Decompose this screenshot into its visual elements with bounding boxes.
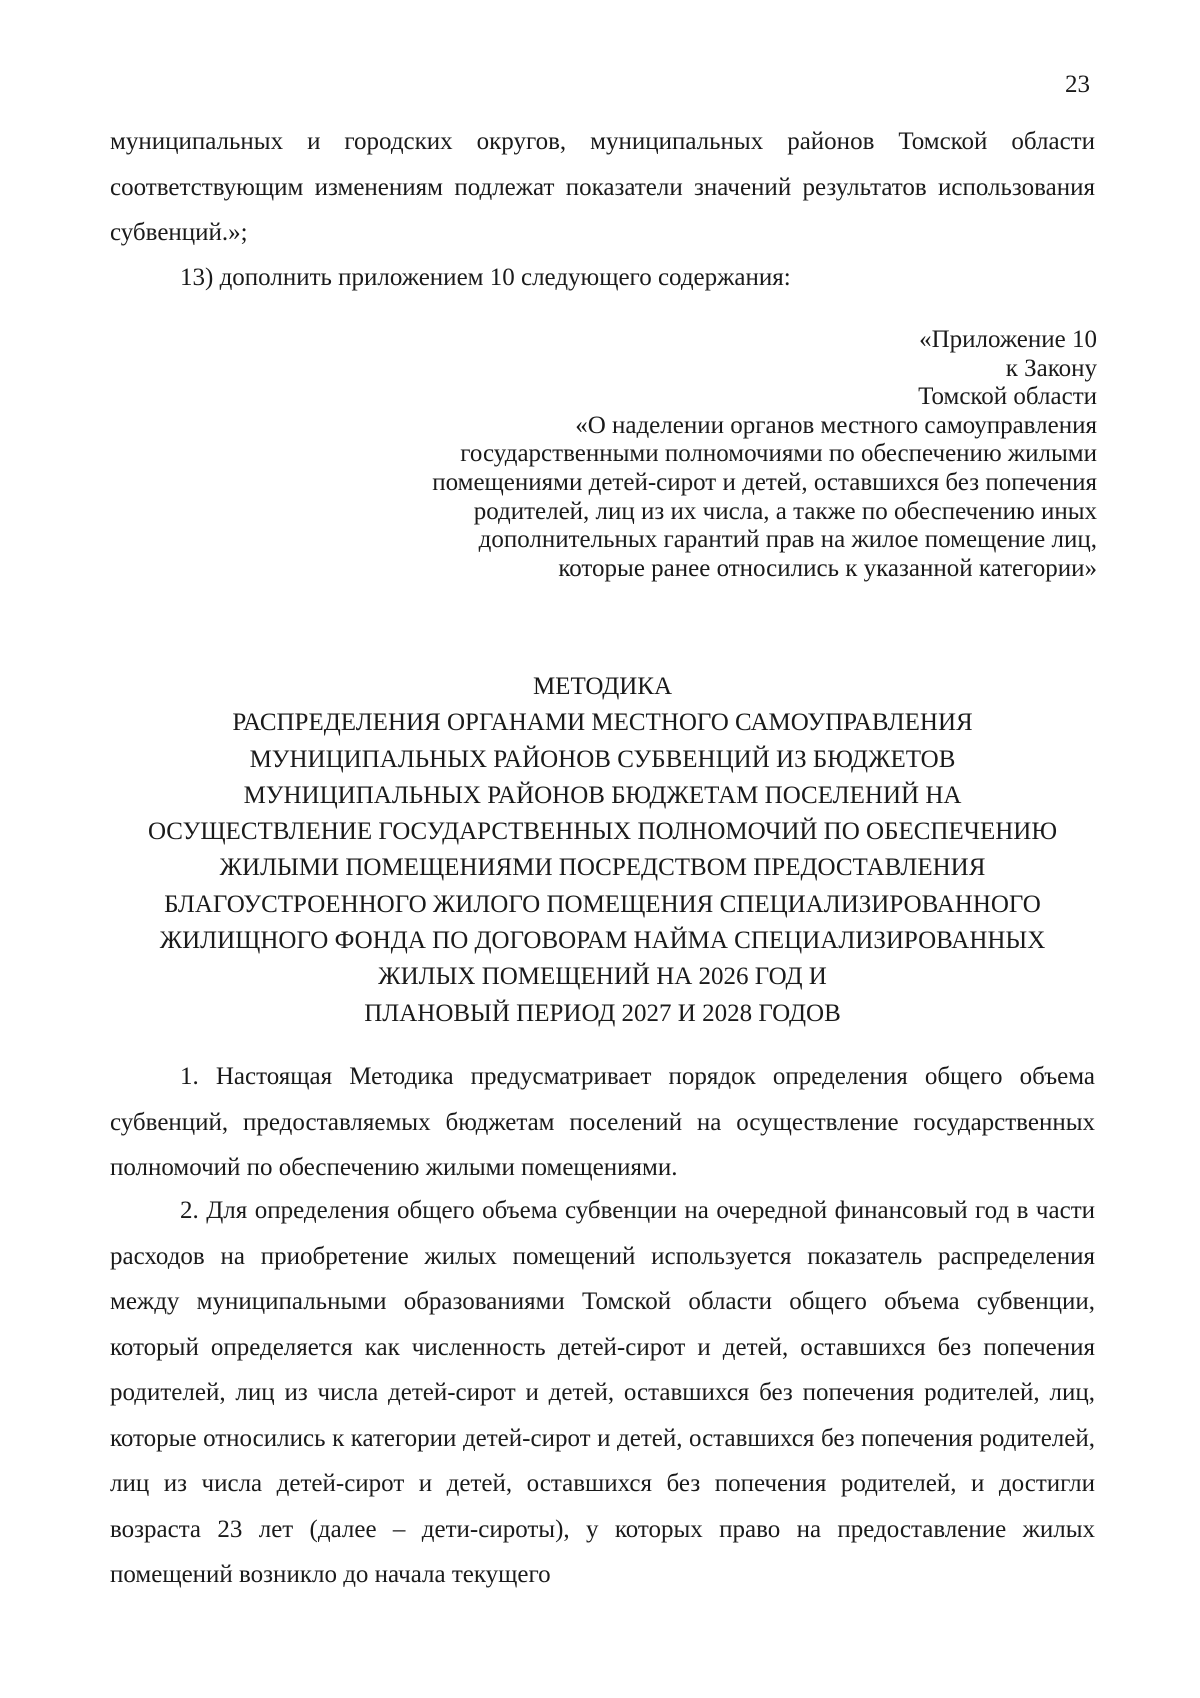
appendix-line: родителей, лиц из их числа, а также по обеспечению иных — [473, 497, 1097, 525]
title-line: ЖИЛЫХ ПОМЕЩЕНИЙ НА 2026 ГОД И — [378, 963, 827, 991]
title-line: ПЛАНОВЫЙ ПЕРИОД 2027 И 2028 ГОДОВ — [364, 999, 841, 1027]
title-line: ОСУЩЕСТВЛЕНИЕ ГОСУДАРСТВЕННЫХ ПОЛНОМОЧИЙ ПО ОБЕСПЕЧЕНИЮ — [147, 818, 1058, 846]
appendix-line: помещениями детей-сирот и детей, оставшихся без попечения — [432, 468, 1097, 496]
title-line: ЖИЛЫМИ ПОМЕЩЕНИЯМИ ПОСРЕДСТВОМ ПРЕДОСТАВЛЕНИЯ — [219, 854, 986, 882]
paragraph-1: 1. Настоящая Методика предусматривает порядок определения общего объема субвенций, предоставляемых бюджетам поселений на осуществление государственных полномочий по обеспечению жилыми помещениями. — [110, 1063, 1095, 1181]
appendix-line: «О наделении органов местного самоуправления — [575, 411, 1097, 439]
appendix-line: Томской области — [918, 383, 1097, 411]
title-line: МЕТОДИКА — [532, 673, 673, 700]
document-title — [110, 669, 1095, 1032]
title-line: БЛАГОУСТРОЕННОГО ЖИЛОГО ПОМЕЩЕНИЯ СПЕЦИАЛИЗИРОВАННОГО — [164, 890, 1041, 918]
appendix-line: государственными полномочиями по обеспечению жилыми — [460, 440, 1097, 468]
item-13-paragraph: 13) дополнить приложением 10 следующего содержания: — [180, 264, 791, 291]
title-line: МУНИЦИПАЛЬНЫХ РАЙОНОВ БЮДЖЕТАМ ПОСЕЛЕНИЙ НА — [243, 781, 962, 809]
paragraph-2: 2. Для определения общего объема субвенции на очередной финансовый год в части расходов на приобретение жилых помещений используется показатель распределения между муниципальными образованиями Томской области общего объема субвенции, который определяется как численность детей-сирот и детей, оставшихся без попечения родителей, лиц из числа детей-сирот и детей, оставшихся без попечения родителей, лиц, которые относились к категории детей-сирот и детей, оставшихся без попечения родителей, лиц из числа детей-сирот и детей, оставшихся без попечения родителей, и достигли возраста 23 лет (далее – дети-сироты), у которых право на предоставление жилых помещений возникло до начала текущего — [110, 1197, 1095, 1588]
title-line: РАСПРЕДЕЛЕНИЯ ОРГАНАМИ МЕСТНОГО САМОУПРАВЛЕНИЯ — [232, 709, 973, 737]
appendix-line: «Приложение 10 — [919, 326, 1097, 353]
appendix-line: к Закону — [1005, 354, 1097, 382]
page-number: 23 — [1065, 71, 1090, 98]
title-line: МУНИЦИПАЛЬНЫХ РАЙОНОВ СУБВЕНЦИЙ ИЗ БЮДЖЕТОВ — [249, 745, 956, 773]
appendix-line: которые ранее относились к указанной категории» — [558, 554, 1097, 582]
intro-paragraph: муниципальных и городских округов, муниципальных районов Томской области соответствующим изменениям подлежат показатели значений результатов использования субвенций.»; — [110, 128, 1095, 246]
title-line: ЖИЛИЩНОГО ФОНДА ПО ДОГОВОРАМ НАЙМА СПЕЦИАЛИЗИРОВАННЫХ — [159, 927, 1046, 955]
appendix-line: дополнительных гарантий прав на жилое помещение лиц, — [478, 526, 1097, 554]
appendix-header — [337, 326, 1097, 583]
